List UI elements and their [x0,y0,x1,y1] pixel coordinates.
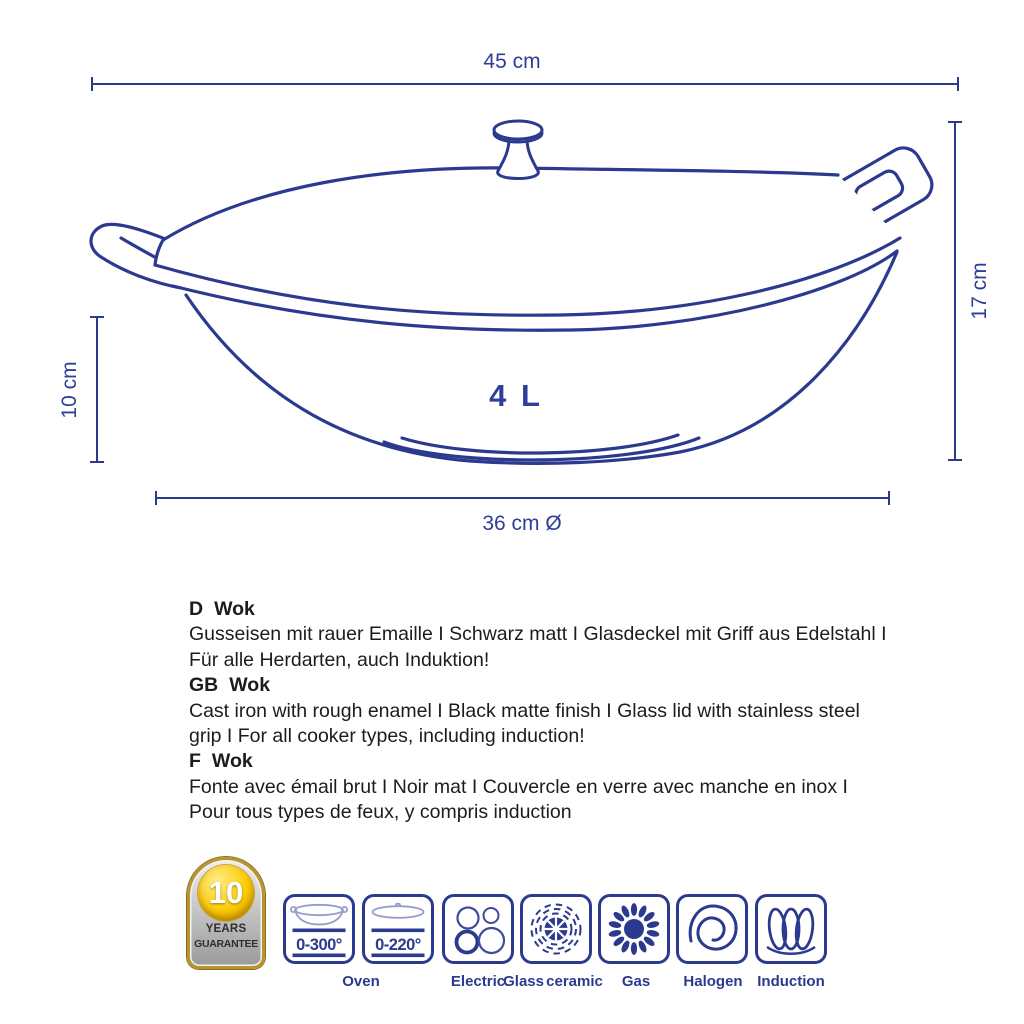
knob-stem [498,139,539,179]
product-name: Wok [229,674,271,697]
oven-lid-temp: 0-220° [375,936,421,954]
dim-right-label: 17 cm [968,262,991,320]
oven-wok-icon-box [283,894,355,964]
guarantee-years-label: YEARS [205,923,247,935]
label-electric: Electric [450,973,506,990]
description-block [189,597,1004,826]
description-line: grip I For all cooker types, including induction! [189,725,585,748]
description-line: Pour tous types de feux, y compris induction [189,801,572,824]
description-line: Gusseisen mit rauer Emaille I Schwarz matt I Glasdeckel mit Griff aus Edelstahl I [189,623,887,646]
halogen-hob-icon-box [676,894,748,964]
description-line: Fonte avec émail brut I Noir mat I Couvercle en verre avec manche en inox I [189,775,848,798]
knob-disc [494,121,542,139]
label-gas: Gas [621,973,651,990]
dim-top-line [92,77,958,91]
lang-code-de: D [189,598,204,620]
induction-coil-icon [758,897,824,961]
oven-lid-icon [365,897,431,961]
electric-hob-icon [445,897,511,961]
lang-code-gb: GB [189,674,219,697]
oven-wok-icon [286,897,352,961]
halogen-hob-icon [679,897,745,961]
dim-left-line [90,317,104,462]
induction-coil-icon-box [755,894,827,964]
electric-hob-icon-box [442,894,514,964]
guarantee-years-circle: 10 [198,865,254,921]
lang-code-fr: F [189,750,201,773]
dim-left-label: 10 cm [58,361,81,419]
lid-knob [494,121,542,179]
label-glass-ceramic: Glass ceramic [503,973,603,990]
dim-bottom-label: 36 cm Ø [482,512,562,535]
description-heading-gb [189,673,1004,698]
product-name: Wok [214,598,255,620]
gas-burner-icon [601,897,667,961]
description-line: Cast iron with rough enamel I Black matte finish I Glass lid with stainless steel [189,699,860,722]
capacity-label: 4 L [489,378,543,413]
gas-burner-icon-box [598,894,670,964]
oven-lid-icon-box [362,894,434,964]
guarantee-badge [187,857,265,969]
dim-top-label: 45 cm [483,50,541,73]
guarantee-label: GUARANTEE [194,938,258,950]
description-heading-de [189,597,1004,622]
product-name: Wok [211,750,253,773]
glass-ceramic-hob-icon [523,897,589,961]
oven-wok-temp: 0-300° [296,936,342,954]
dim-bottom-line [156,491,889,505]
label-induction: Induction [757,973,825,990]
glass-ceramic-hob-icon-box [520,894,592,964]
label-oven: Oven [342,973,380,990]
dim-right-line [948,122,962,460]
description-heading-fr [189,749,1004,774]
label-halogen: Halogen [683,973,743,990]
description-line: Für alle Herdarten, auch Induktion! [189,648,490,671]
